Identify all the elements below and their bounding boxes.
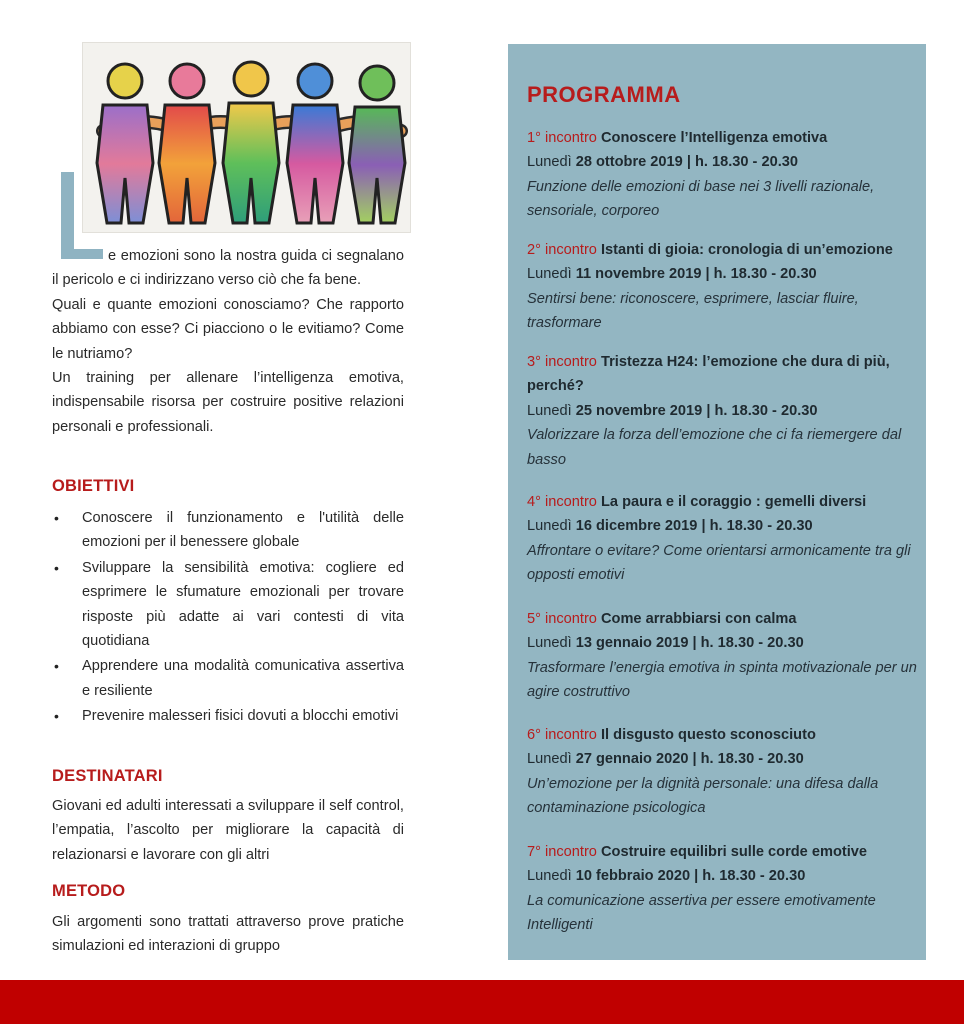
event-date: 27 gennaio 2020 | h. 18.30 - 20.30 [575,751,804,768]
event-day: Lunedì [527,402,572,419]
event-date: 11 novembre 2019 | h. 18.30 - 20.30 [575,266,817,283]
event-date: 10 febbraio 2020 | h. 18.30 - 20.30 [575,868,806,885]
event-day: Lunedì [527,266,572,283]
event-topic: Come arrabbiarsi con calma [601,611,797,627]
event-description: La comunicazione assertiva per essere emotivamente Intelligenti [527,892,876,934]
event-date: 16 dicembre 2019 | h. 18.30 - 20.30 [575,518,813,535]
event-day: Lunedì [527,868,572,885]
program-event-2 [527,238,917,336]
list-item: • Apprendere una modalità comunicativa assertiva e resiliente [52,654,404,703]
event-number: 4° incontro [527,494,597,510]
event-topic: Conoscere l’Intelligenza emotiva [601,130,828,146]
program-event-1 [527,126,917,224]
event-topic: Costruire equilibri sulle corde emotive [601,844,868,860]
list-item: • Conoscere il funzionamento e l'utilità delle emozioni per il benessere globale [52,506,404,555]
event-day: Lunedì [527,751,572,768]
event-date: 13 gennaio 2019 | h. 18.30 - 20.30 [575,635,804,652]
intro-paragraph-2: Quali e quante emozioni conosciamo? Che rapporto abbiamo con esse? Ci piacciono o le evitiamo? Come le nutriamo? [52,296,404,362]
event-description: Funzione delle emozioni di base nei 3 livelli razionale, sensoriale, corporeo [527,178,875,220]
event-number: 5° incontro [527,611,597,627]
event-topic: Tristezza H24: l’emozione che dura di più, perché? [527,354,890,395]
event-day: Lunedì [527,518,572,535]
event-day: Lunedì [527,154,572,171]
recipients-text: Giovani ed adulti interessati a sviluppare il self control, l’empatia, l’ascolto per migliorare la capacità di relazionarsi e lavorare con gli altri [52,798,404,863]
program-event-7 [527,840,917,938]
event-number: 6° incontro [527,727,597,743]
objectives-list [52,506,404,730]
program-title: PROGRAMMA [527,82,681,107]
event-description: Valorizzare la forza dell’emozione che ci fa riemergere dal basso [527,427,902,468]
event-number: 2° incontro [527,242,597,258]
event-date: 28 ottobre 2019 | h. 18.30 - 20.30 [575,154,798,171]
event-number: 1° incontro [527,130,597,146]
event-description: Trasformare l’energia emotiva in spinta motivazionale per un agire costruttivo [527,659,917,701]
event-description: Un’emozione per la dignità personale: una difesa dalla contaminazione psicologica [527,775,879,817]
event-day: Lunedì [527,635,572,652]
method-title: METODO [52,882,126,900]
intro-paragraph-3: Un training per allenare l’intelligenza emotiva, indispensabile risorsa per costruire positive relazioni personali e professionali. [52,370,404,435]
program-event-5 [527,607,917,705]
list-item: • Sviluppare la sensibilità emotiva: cogliere ed esprimere le sfumature emozionali per trovare risposte più adatte ai vari contesti di vita quotidiana [52,556,404,654]
intro-text [52,244,404,439]
footer-bar [0,980,964,1024]
event-description: Sentirsi bene: riconoscere, esprimere, lasciar fluire, trasformare [527,290,859,332]
event-date: 25 novembre 2019 | h. 18.30 - 20.30 [575,402,818,419]
emotions-figures-illustration [82,42,411,233]
program-event-6 [527,723,917,821]
event-number: 3° incontro [527,354,597,370]
list-item: • Prevenire malesseri fisici dovuti a blocchi emotivi [52,704,404,728]
event-number: 7° incontro [527,844,597,860]
holding-hands-figures-image [83,43,411,233]
recipients-title: DESTINATARI [52,767,163,785]
event-topic: La paura e il coraggio : gemelli diversi [601,494,867,510]
event-description: Affrontare o evitare? Come orientarsi armonicamente tra gli opposti emotivi [527,542,911,584]
intro-paragraph-1-text: e emozioni sono la nostra guida ci segnalano il pericolo e ci indirizzano verso ciò che fa bene. [52,248,404,289]
objectives-title: OBIETTIVI [52,477,135,495]
event-topic: Il disgusto questo sconosciuto [601,727,816,743]
program-event-3 [527,350,917,472]
program-panel [508,44,926,960]
intro-paragraph-1 [52,244,404,293]
method-text: Gli argomenti sono trattati attraverso prove pratiche simulazioni ed interazioni di gruppo [52,914,404,955]
program-event-4 [527,490,917,588]
event-topic: Istanti di gioia: cronologia di un’emozione [601,242,893,258]
